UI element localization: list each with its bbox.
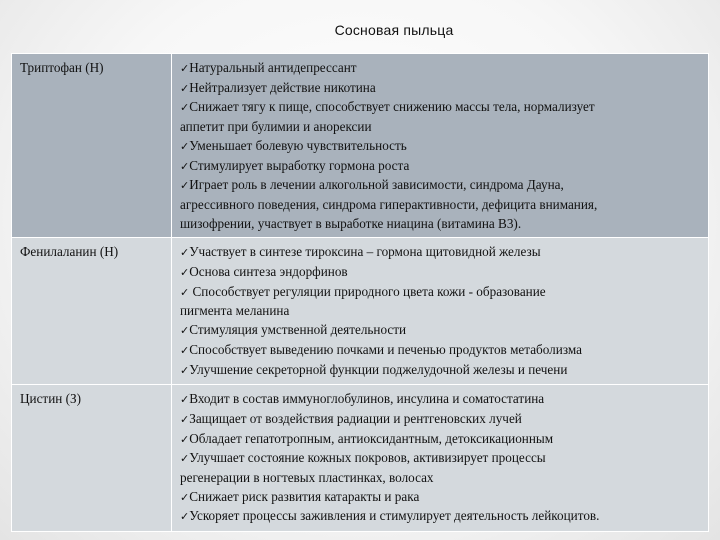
table-row — [12, 385, 709, 532]
benefit-text: Стимуляция умственной деятельности — [189, 322, 407, 338]
checkmark-icon: ✓ — [180, 432, 190, 446]
benefit-line — [180, 361, 700, 381]
benefits-cell — [172, 238, 709, 385]
checkmark-icon: ✓ — [180, 266, 190, 280]
benefit-text: Ускоряет процессы заживления и стимулирует деятельность лейкоцитов. — [189, 508, 600, 524]
benefit-text: Защищает от воздействия радиации и рентгеновских лучей — [189, 410, 522, 426]
checkmark-icon: ✓ — [180, 393, 190, 407]
checkmark-icon: ✓ — [180, 324, 190, 338]
benefit-text: Уменьшает болевую чувствительность — [189, 137, 407, 153]
checkmark-icon: ✓ — [180, 412, 190, 426]
checkmark-icon: ✓ — [180, 510, 190, 524]
benefit-text: Входит в состав иммуноглобулинов, инсулина и соматостатина — [189, 391, 545, 407]
checkmark-icon: ✓ — [180, 452, 190, 466]
benefit-text: Стимулирует выработку гормона роста — [189, 157, 410, 173]
benefit-line — [180, 137, 700, 157]
benefit-text: Способствует выведению почками и печенью продуктов метаболизма — [189, 341, 582, 357]
benefit-text: аппетит при булимии и анорексии — [180, 119, 372, 135]
benefit-line — [180, 157, 700, 177]
benefit-line — [180, 302, 700, 321]
checkmark-icon: ✓ — [180, 285, 190, 299]
benefit-line — [180, 263, 700, 283]
amino-acid-table — [11, 53, 709, 532]
benefit-line — [180, 390, 700, 410]
benefit-text: регенерации в ногтевых пластинках, волосах — [180, 470, 434, 486]
benefit-line — [180, 283, 700, 303]
benefit-text: Способствует регуляции природного цвета кожи - образование — [189, 283, 546, 299]
benefit-line — [180, 79, 700, 99]
benefit-line — [180, 341, 700, 361]
benefit-text: Обладает гепатотропным, антиоксидантным, детоксикационным — [189, 430, 554, 446]
benefit-line — [180, 98, 700, 118]
checkmark-icon: ✓ — [180, 62, 190, 75]
table-row — [12, 54, 709, 238]
benefit-line — [180, 243, 700, 263]
benefit-line — [180, 469, 700, 488]
checkmark-icon: ✓ — [180, 363, 190, 377]
benefit-text: агрессивного поведения, синдрома гиперактивности, дефицита внимания, — [180, 196, 598, 212]
amino-acid-name: Триптофан (Н) — [12, 54, 172, 238]
checkmark-icon: ✓ — [180, 81, 190, 95]
benefit-line — [180, 410, 700, 430]
benefit-line — [180, 321, 700, 341]
benefit-line — [180, 430, 700, 450]
amino-acid-name: Фенилаланин (Н) — [12, 238, 172, 385]
checkmark-icon: ✓ — [180, 179, 190, 193]
benefit-line — [180, 488, 700, 508]
checkmark-icon: ✓ — [180, 139, 190, 153]
benefit-line — [180, 215, 700, 234]
benefit-line — [180, 118, 700, 137]
benefit-line — [180, 196, 700, 215]
benefit-text: шизофрении, участвует в выработке ниацина (витамина В3). — [180, 215, 522, 231]
benefit-text: Играет роль в лечении алкогольной зависимости, синдрома Дауна, — [189, 177, 564, 193]
benefit-line — [180, 176, 700, 196]
benefit-line — [180, 507, 700, 527]
checkmark-icon: ✓ — [180, 490, 190, 504]
benefit-text: Натуральный антидепрессант — [189, 60, 357, 75]
benefit-text: Снижает тягу к пище, способствует снижению массы тела, нормализует — [189, 99, 595, 115]
benefits-cell — [172, 54, 709, 238]
checkmark-icon: ✓ — [180, 101, 190, 115]
benefit-text: пигмента меланина — [180, 303, 290, 319]
checkmark-icon: ✓ — [180, 343, 190, 357]
benefits-cell — [172, 385, 709, 532]
table-row — [12, 238, 709, 385]
benefit-text: Улучшение секреторной функции поджелудочной железы и печени — [189, 361, 568, 377]
benefit-text: Улучшает состояние кожных покровов, активизирует процессы — [189, 450, 546, 466]
benefit-text: Снижает риск развития катаракты и рака — [189, 488, 420, 504]
benefit-line — [180, 449, 700, 469]
slide-title: Сосновая пыльца — [334, 22, 454, 38]
checkmark-icon: ✓ — [180, 159, 190, 173]
amino-acid-name: Цистин (З) — [12, 385, 172, 532]
checkmark-icon: ✓ — [180, 246, 190, 260]
benefit-line — [180, 59, 700, 79]
benefit-text: Участвует в синтезе тироксина – гормона щитовидной железы — [189, 244, 541, 260]
benefit-text: Нейтрализует действие никотина — [189, 79, 376, 95]
benefit-text: Основа синтеза эндорфинов — [189, 264, 348, 280]
